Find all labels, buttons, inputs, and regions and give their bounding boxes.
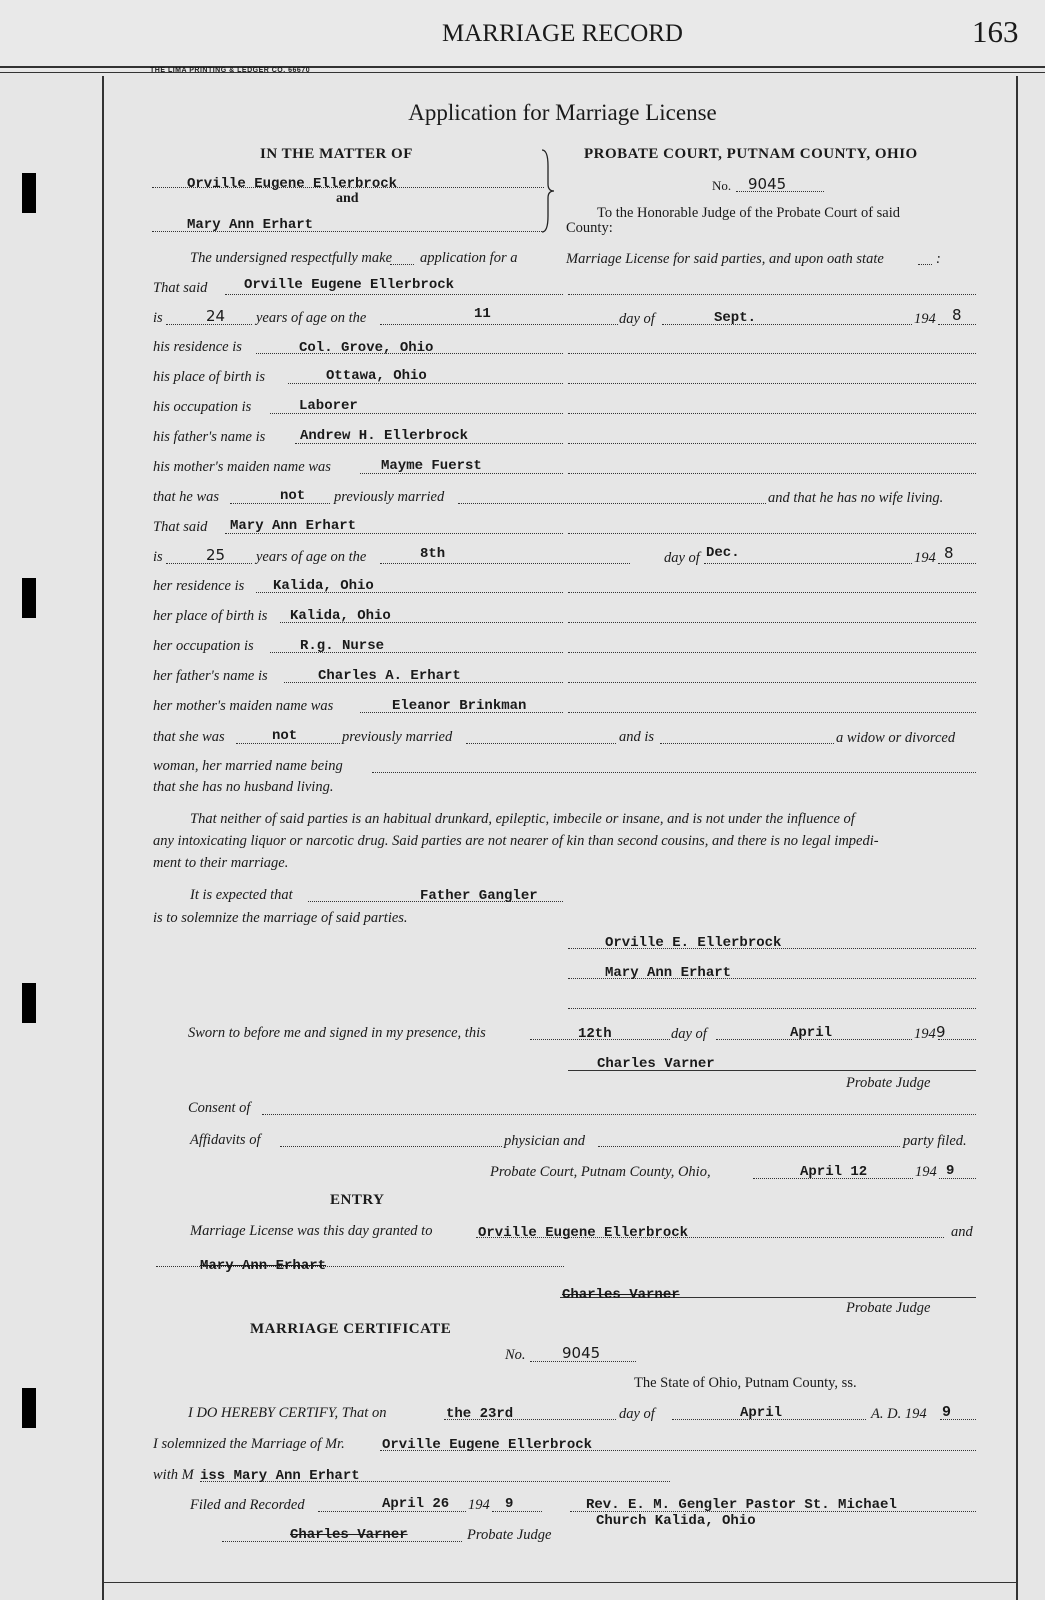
sworn-year-prefix: 194: [914, 1026, 936, 1042]
printer-imprint: THE LIMA PRINTING & LEDGER CO. 66670: [150, 67, 311, 74]
groom-father-line-2: [568, 443, 976, 444]
groom-birthplace-line-2: [568, 383, 976, 384]
affidavits-of-label: Affidavits of: [190, 1132, 261, 1148]
entry-heading: ENTRY: [330, 1192, 385, 1208]
filed-year-suffix: 9: [505, 1496, 514, 1512]
entry-groom: Orville Eugene Ellerbrock: [478, 1225, 689, 1241]
sworn-label: Sworn to before me and signed in my presence, this: [188, 1025, 486, 1041]
bride-mother-line-2: [568, 712, 976, 713]
groom-married-tail: previously married: [334, 489, 445, 505]
groom-residence-label: his residence is: [153, 339, 242, 355]
groom-wife-tail: and that he has no wife living.: [768, 490, 944, 506]
groom-mother-line-2: [568, 473, 976, 474]
party-filed-label: party filed.: [903, 1133, 967, 1149]
groom-mother: Mayme Fuerst: [381, 458, 482, 474]
extra-signature-line: [568, 1008, 976, 1009]
bride-year-suffix: 8: [944, 544, 954, 562]
bride-married-value: not: [272, 728, 298, 744]
intro-part3: Marriage License for said parties, and upon oath state: [566, 251, 884, 267]
intro-part2: application for a: [420, 250, 518, 266]
bottom-rule: [102, 1582, 1018, 1583]
certificate-day: the 23rd: [446, 1406, 514, 1422]
certificate-no-value: 9045: [562, 1344, 601, 1362]
bride-year-line: [938, 563, 976, 564]
entry-granted: Marriage License was this day granted to: [190, 1223, 433, 1239]
officiant-line-2: Church Kalida, Ohio: [596, 1513, 756, 1529]
bride-day-of: day of: [664, 550, 700, 566]
bride-residence: Kalida, Ohio: [273, 578, 374, 594]
physician-and-label: physician and: [504, 1133, 585, 1149]
groom-birth-day: 11: [474, 306, 491, 322]
entry-judge-title: Probate Judge: [846, 1300, 931, 1316]
bride-occupation-label: her occupation is: [153, 638, 254, 654]
certificate-month: April: [740, 1405, 783, 1421]
bride-and-is: and is: [619, 729, 655, 745]
record-title: MARRIAGE RECORD: [442, 20, 683, 47]
matter-bride-name: Mary Ann Erhart: [187, 217, 314, 233]
court-date: April 12: [800, 1164, 868, 1180]
bride-day-line: [380, 563, 630, 564]
matter-no-value: 9045: [748, 175, 787, 193]
matter-and: and: [336, 191, 359, 206]
bride-name: Mary Ann Erhart: [230, 518, 357, 534]
bride-residence-label: her residence is: [153, 578, 245, 594]
bride-mother: Eleanor Brinkman: [392, 698, 527, 714]
oath-line-1: That neither of said parties is an habitual drunkard, epileptic, imbecile or insane, and is not under the influence of: [190, 811, 855, 827]
officiant-line-1: Rev. E. M. Gengler Pastor St. Michael: [586, 1497, 897, 1513]
application-title: Application for Marriage License: [408, 100, 717, 125]
consent-of-line: [262, 1114, 976, 1115]
groom-month-line: [662, 324, 912, 325]
sworn-year-suffix: 9: [936, 1023, 946, 1041]
solemnize-tail: is to solemnize the marriage of said parties.: [153, 910, 408, 926]
bride-birthplace-label: her place of birth is: [153, 608, 268, 624]
groom-occupation: Laborer: [299, 398, 358, 414]
bride-father-label: her father's name is: [153, 668, 268, 684]
certificate-groom: Orville Eugene Ellerbrock: [382, 1437, 593, 1453]
intro-line-2: [918, 264, 932, 265]
sworn-judge-signature: Charles Varner: [597, 1056, 715, 1072]
bride-occupation: R.g. Nurse: [300, 638, 385, 654]
groom-name-field: [225, 294, 563, 295]
certificate-certify: I DO HEREBY CERTIFY, That on: [188, 1405, 387, 1421]
binding-mark: [22, 173, 36, 213]
groom-years-of-age: years of age on the: [256, 310, 367, 326]
groom-age: 24: [206, 307, 226, 325]
binding-mark: [22, 1388, 36, 1428]
bride-widow-tail: a widow or divorced: [836, 730, 956, 746]
oath-line-3: ment to their marriage.: [153, 855, 289, 871]
groom-year-prefix: 194: [914, 311, 936, 327]
bride-father: Charles A. Erhart: [318, 668, 461, 684]
court-name: PROBATE COURT, PUTNAM COUNTY, OHIO: [584, 146, 918, 162]
matter-brace: [540, 148, 556, 234]
groom-that-said: That said: [153, 280, 208, 296]
groom-birthplace: Ottawa, Ohio: [326, 368, 427, 384]
in-the-matter-of: IN THE MATTER OF: [260, 146, 413, 162]
sworn-day-of: day of: [671, 1026, 707, 1042]
groom-day-of: day of: [619, 311, 655, 327]
entry-and: and: [951, 1224, 973, 1240]
bride-age: 25: [206, 546, 226, 564]
court-date-year-prefix: 194: [915, 1164, 937, 1180]
bride-years-of-age: years of age on the: [256, 549, 367, 565]
bride-occupation-line-2: [568, 652, 976, 653]
bride-mother-label: her mother's maiden name was: [153, 698, 334, 714]
groom-day-line: [380, 324, 618, 325]
court-date-year-line: [939, 1178, 976, 1179]
bride-birthplace-line-2: [568, 622, 976, 623]
groom-birth-month: Sept.: [714, 310, 757, 326]
certificate-no-label: No.: [505, 1347, 526, 1363]
groom-father: Andrew H. Ellerbrock: [300, 428, 469, 444]
left-margin-rule: [102, 76, 104, 1600]
groom-year-line: [938, 324, 976, 325]
intro-part4: :: [936, 251, 941, 267]
bride-year-prefix: 194: [914, 550, 936, 566]
groom-married-value: not: [280, 488, 306, 504]
groom-name-field-2: [568, 294, 976, 295]
bride-father-line-2: [568, 682, 976, 683]
groom-signature: Orville E. Ellerbrock: [605, 935, 782, 951]
groom-is: is: [153, 310, 163, 326]
groom-father-label: his father's name is: [153, 429, 266, 445]
intro-part1: The undersigned respectfully make: [190, 250, 393, 266]
groom-residence-line-2: [568, 353, 976, 354]
right-margin-rule: [1016, 76, 1018, 1600]
matter-groom-name: Orville Eugene Ellerbrock: [187, 176, 398, 192]
court-date-label: Probate Court, Putnam County, Ohio,: [490, 1164, 711, 1180]
filed-date: April 26: [382, 1496, 450, 1512]
bride-no-husband: that she has no husband living.: [153, 779, 334, 795]
bride-month-line: [704, 563, 912, 564]
physician-line: [598, 1146, 900, 1147]
certificate-bride: iss Mary Ann Erhart: [200, 1468, 360, 1484]
bride-married-label: that she was: [153, 729, 225, 745]
solemnize-expected: It is expected that: [190, 887, 293, 903]
bride-that-said: That said: [153, 519, 208, 535]
bride-and-is-line: [660, 743, 834, 744]
bride-birth-month: Dec.: [706, 545, 740, 561]
certificate-state: The State of Ohio, Putnam County, ss.: [634, 1375, 857, 1391]
sworn-month: April: [790, 1025, 833, 1041]
filed-label: Filed and Recorded: [190, 1497, 305, 1513]
to-judge-line-1: To the Honorable Judge of the Probate Court of said: [597, 205, 901, 221]
groom-mother-label: his mother's maiden name was: [153, 459, 331, 475]
affidavits-line: [280, 1146, 502, 1147]
certificate-solemnized: I solemnized the Marriage of Mr.: [153, 1436, 345, 1452]
bride-name-field-2: [568, 533, 976, 534]
certificate-with: with M: [153, 1467, 194, 1483]
groom-occupation-line-2: [568, 413, 976, 414]
bride-married-tail: previously married: [342, 729, 453, 745]
certificate-heading: MARRIAGE CERTIFICATE: [250, 1321, 452, 1337]
intro-line-1: [390, 264, 414, 265]
filed-year-prefix: 194: [468, 1497, 490, 1513]
groom-name: Orville Eugene Ellerbrock: [244, 277, 455, 293]
bride-woman-line: woman, her married name being: [153, 758, 343, 774]
solemnize-officiant: Father Gangler: [420, 888, 538, 904]
groom-occupation-label: his occupation is: [153, 399, 252, 415]
certificate-ad: A. D. 194: [871, 1406, 927, 1422]
bride-birthplace: Kalida, Ohio: [290, 608, 391, 624]
groom-birthplace-label: his place of birth is: [153, 369, 265, 385]
certificate-year-suffix: 9: [942, 1404, 952, 1421]
page-number: 163: [972, 14, 1019, 49]
groom-year-suffix: 8: [952, 306, 962, 324]
oath-line-2: any intoxicating liquor or narcotic drug. Said parties are not nearer of kin than second cousins, and there is no legal impedi-: [153, 833, 879, 849]
certificate-day-of: day of: [619, 1406, 655, 1422]
binding-mark: [22, 578, 36, 618]
bride-married-line-2: [466, 743, 616, 744]
bride-birth-day: 8th: [420, 546, 446, 562]
filed-year-line: [492, 1511, 542, 1512]
bride-is: is: [153, 549, 163, 565]
bride-residence-line-2: [568, 592, 976, 593]
entry-judge-signature: Charles Varner: [562, 1287, 680, 1303]
bride-married-name-line: [372, 772, 976, 773]
clerk-signature: Charles Varner: [290, 1527, 408, 1543]
groom-married-line-2: [458, 503, 766, 504]
consent-of-label: Consent of: [188, 1100, 251, 1116]
matter-no-label: No.: [712, 178, 732, 193]
groom-residence: Col. Grove, Ohio: [299, 340, 434, 356]
clerk-title: Probate Judge: [467, 1527, 552, 1543]
bride-signature: Mary Ann Erhart: [605, 965, 732, 981]
to-judge-line-2: County:: [566, 220, 613, 236]
sworn-judge-title: Probate Judge: [846, 1075, 931, 1091]
sworn-day: 12th: [578, 1026, 612, 1042]
groom-married-label: that he was: [153, 489, 220, 505]
court-date-year-suffix: 9: [946, 1163, 955, 1179]
entry-bride: Mary Ann Erhart: [200, 1258, 327, 1274]
binding-mark: [22, 983, 36, 1023]
